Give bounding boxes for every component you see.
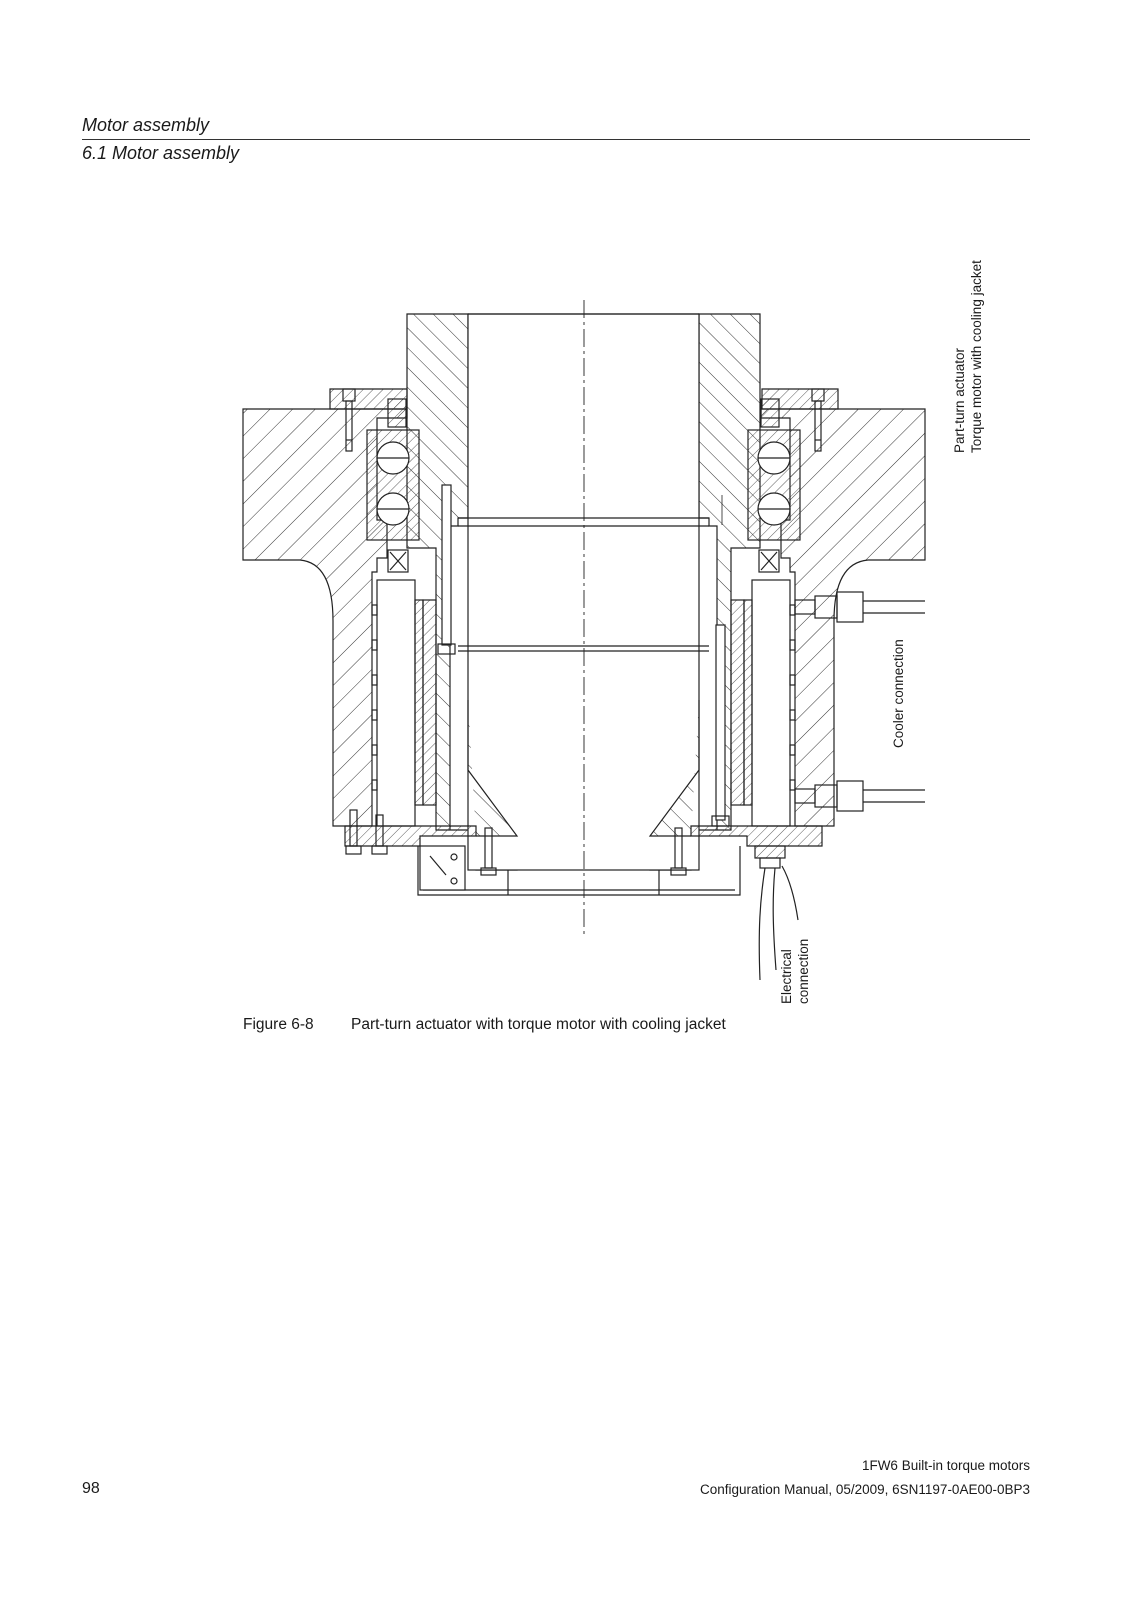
stator-left (377, 580, 415, 826)
cable-gland (755, 846, 785, 858)
cooler-fitting-upper (795, 592, 925, 622)
chapter-title: Motor assembly (82, 115, 210, 135)
electrical-cable (759, 868, 765, 980)
shaft-bore (468, 314, 699, 870)
label-electrical-line1: Electrical (779, 949, 794, 1004)
terminal-box (420, 846, 465, 890)
cooling-grooves-right (790, 605, 795, 790)
page-number: 98 (82, 1480, 100, 1497)
stator-right (752, 580, 790, 826)
tie-rod-right (716, 625, 725, 820)
tie-rod-left (442, 485, 451, 645)
bottom-plate-right (691, 826, 822, 846)
footer-product: 1FW6 Built-in torque motors (861, 1458, 1030, 1473)
label-cooler-connection: Cooler connection (891, 639, 906, 748)
cooler-fitting-lower (795, 781, 925, 811)
stator-core-left (415, 600, 423, 805)
figure-caption (243, 1015, 726, 1035)
label-part-turn-actuator (951, 260, 985, 453)
section-title: 6.1 Motor assembly (82, 143, 240, 163)
footer-manual: Configuration Manual, 05/2009, 6SN1197-0AE00-0BP3 (700, 1482, 1030, 1497)
cooling-grooves-left (372, 605, 377, 790)
label-actuator-line2: Torque motor with cooling jacket (969, 260, 984, 453)
figure-number: Figure 6-8 (243, 1016, 314, 1033)
seal-upper-right (761, 399, 779, 427)
figure-caption-text: Part-turn actuator with torque motor with cooling jacket (351, 1016, 726, 1033)
bottom-plate-left (345, 826, 476, 846)
rotor-magnet-right (731, 600, 744, 805)
rotor-magnet-left (423, 600, 436, 805)
label-electrical-line2: connection (796, 938, 811, 1004)
seal-upper-left (388, 399, 406, 427)
stator-core-right (744, 600, 752, 805)
label-electrical-connection (778, 939, 812, 1004)
label-actuator-line1: Part-turn actuator (952, 347, 967, 453)
